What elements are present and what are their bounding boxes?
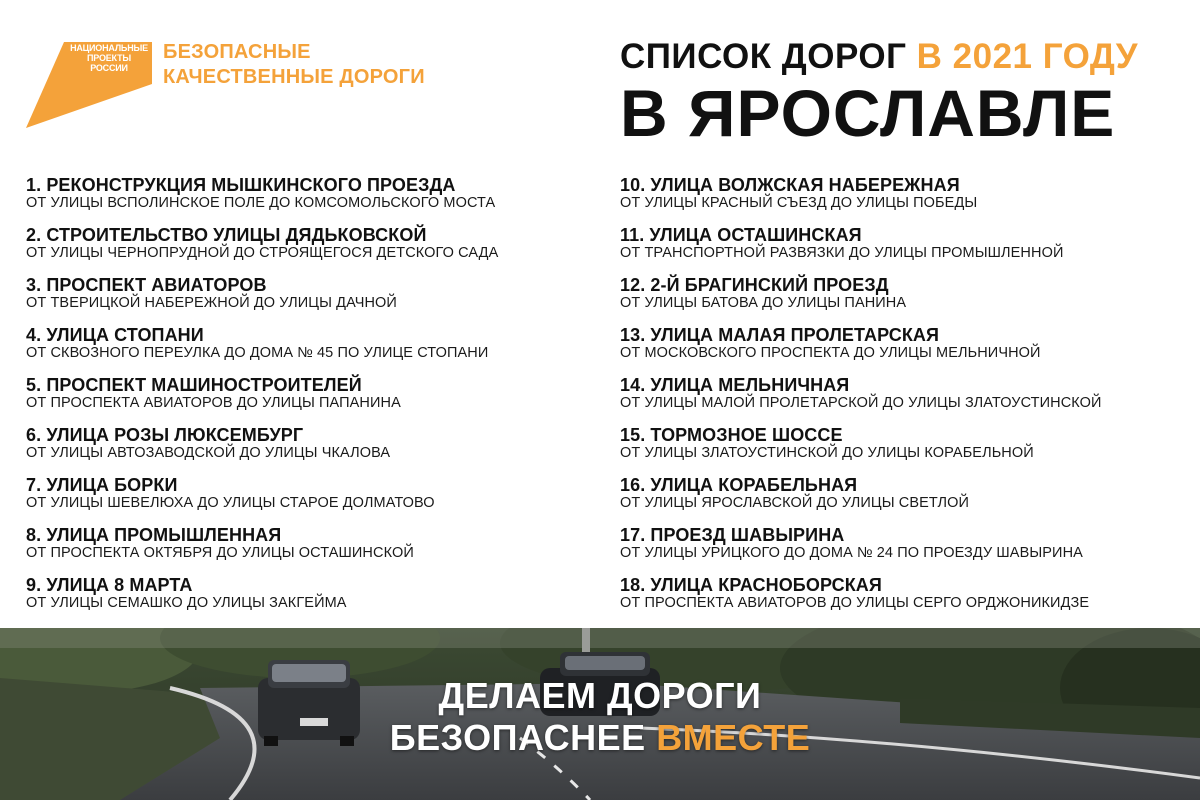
list-item: 10. УЛИЦА ВОЛЖСКАЯ НАБЕРЕЖНАЯ ОТ УЛИЦЫ КРАСНЫЙ СЪЕЗД ДО УЛИЦЫ ПОБЕДЫ <box>620 175 978 211</box>
list-item: 6. УЛИЦА РОЗЫ ЛЮКСЕМБУРГ ОТ УЛИЦЫ АВТОЗАВОДСКОЙ ДО УЛИЦЫ ЧКАЛОВА <box>26 425 391 461</box>
slogan-line-1: ДЕЛАЕМ ДОРОГИ <box>438 675 762 716</box>
title-line-2: В ЯРОСЛАВЛЕ <box>620 76 1116 150</box>
list-item: 1. РЕКОНСТРУКЦИЯ МЫШКИНСКОГО ПРОЕЗДА ОТ УЛИЦЫ ВСПОЛИНСКОЕ ПОЛЕ ДО КОМСОМОЛЬСКОГО МОСТА <box>26 175 496 211</box>
project-logo <box>26 40 456 130</box>
slogan <box>0 675 1200 759</box>
list-item: 3. ПРОСПЕКТ АВИАТОРОВ ОТ ТВЕРИЦКОЙ НАБЕРЕЖНОЙ ДО УЛИЦЫ ДАЧНОЙ <box>26 275 397 311</box>
list-item: 16. УЛИЦА КОРАБЕЛЬНАЯ ОТ УЛИЦЫ ЯРОСЛАВСКОЙ ДО УЛИЦЫ СВЕТЛОЙ <box>620 475 970 511</box>
logo-title: БЕЗОПАСНЫЕ КАЧЕСТВЕННЫЕ ДОРОГИ <box>163 41 425 88</box>
list-item: 18. УЛИЦА КРАСНОБОРСКАЯ ОТ ПРОСПЕКТА АВИАТОРОВ ДО УЛИЦЫ СЕРГО ОРДЖОНИКИДЗЕ <box>620 575 1090 611</box>
roads-list-right <box>620 175 1190 625</box>
roads-list-left <box>26 175 596 625</box>
page-title <box>620 38 1180 148</box>
list-item: 12. 2-Й БРАГИНСКИЙ ПРОЕЗД ОТ УЛИЦЫ БАТОВА ДО УЛИЦЫ ПАНИНА <box>620 275 907 311</box>
logo-national-projects: НАЦИОНАЛЬНЫЕ ПРОЕКТЫ РОССИИ <box>70 43 148 73</box>
list-item: 15. ТОРМОЗНОЕ ШОССЕ ОТ УЛИЦЫ ЗЛАТОУСТИНСКОЙ ДО УЛИЦЫ КОРАБЕЛЬНОЙ <box>620 425 1034 461</box>
list-item: 14. УЛИЦА МЕЛЬНИЧНАЯ ОТ УЛИЦЫ МАЛОЙ ПРОЛЕТАРСКОЙ ДО УЛИЦЫ ЗЛАТОУСТИНСКОЙ <box>620 375 1102 411</box>
list-item: 7. УЛИЦА БОРКИ ОТ УЛИЦЫ ШЕВЕЛЮХА ДО УЛИЦЫ СТАРОЕ ДОЛМАТОВО <box>26 475 435 511</box>
list-item: 11. УЛИЦА ОСТАШИНСКАЯ ОТ ТРАНСПОРТНОЙ РАЗВЯЗКИ ДО УЛИЦЫ ПРОМЫШЛЕННОЙ <box>620 225 1064 261</box>
list-item: 5. ПРОСПЕКТ МАШИНОСТРОИТЕЛЕЙ ОТ ПРОСПЕКТА АВИАТОРОВ ДО УЛИЦЫ ПАПАНИНА <box>26 375 401 411</box>
slogan-line-2: БЕЗОПАСНЕЕ ВМЕСТЕ <box>389 717 811 758</box>
list-item: 8. УЛИЦА ПРОМЫШЛЕННАЯ ОТ ПРОСПЕКТА ОКТЯБРЯ ДО УЛИЦЫ ОСТАШИНСКОЙ <box>26 525 414 561</box>
list-item: 2. СТРОИТЕЛЬСТВО УЛИЦЫ ДЯДЬКОВСКОЙ ОТ УЛИЦЫ ЧЕРНОПРУДНОЙ ДО СТРОЯЩЕГОСЯ ДЕТСКОГО САДА <box>26 225 499 261</box>
title-line-1: СПИСОК ДОРОГ В 2021 ГОДУ <box>620 37 1139 76</box>
list-item: 13. УЛИЦА МАЛАЯ ПРОЛЕТАРСКАЯ ОТ МОСКОВСКОГО ПРОСПЕКТА ДО УЛИЦЫ МЕЛЬНИЧНОЙ <box>620 325 1041 361</box>
list-item: 4. УЛИЦА СТОПАНИ ОТ СКВОЗНОГО ПЕРЕУЛКА ДО ДОМА № 45 ПО УЛИЦЕ СТОПАНИ <box>26 325 489 361</box>
list-item: 17. ПРОЕЗД ШАВЫРИНА ОТ УЛИЦЫ УРИЦКОГО ДО ДОМА № 24 ПО ПРОЕЗДУ ШАВЫРИНА <box>620 525 1083 561</box>
list-item: 9. УЛИЦА 8 МАРТА ОТ УЛИЦЫ СЕМАШКО ДО УЛИЦЫ ЗАКГЕЙМА <box>26 575 347 611</box>
